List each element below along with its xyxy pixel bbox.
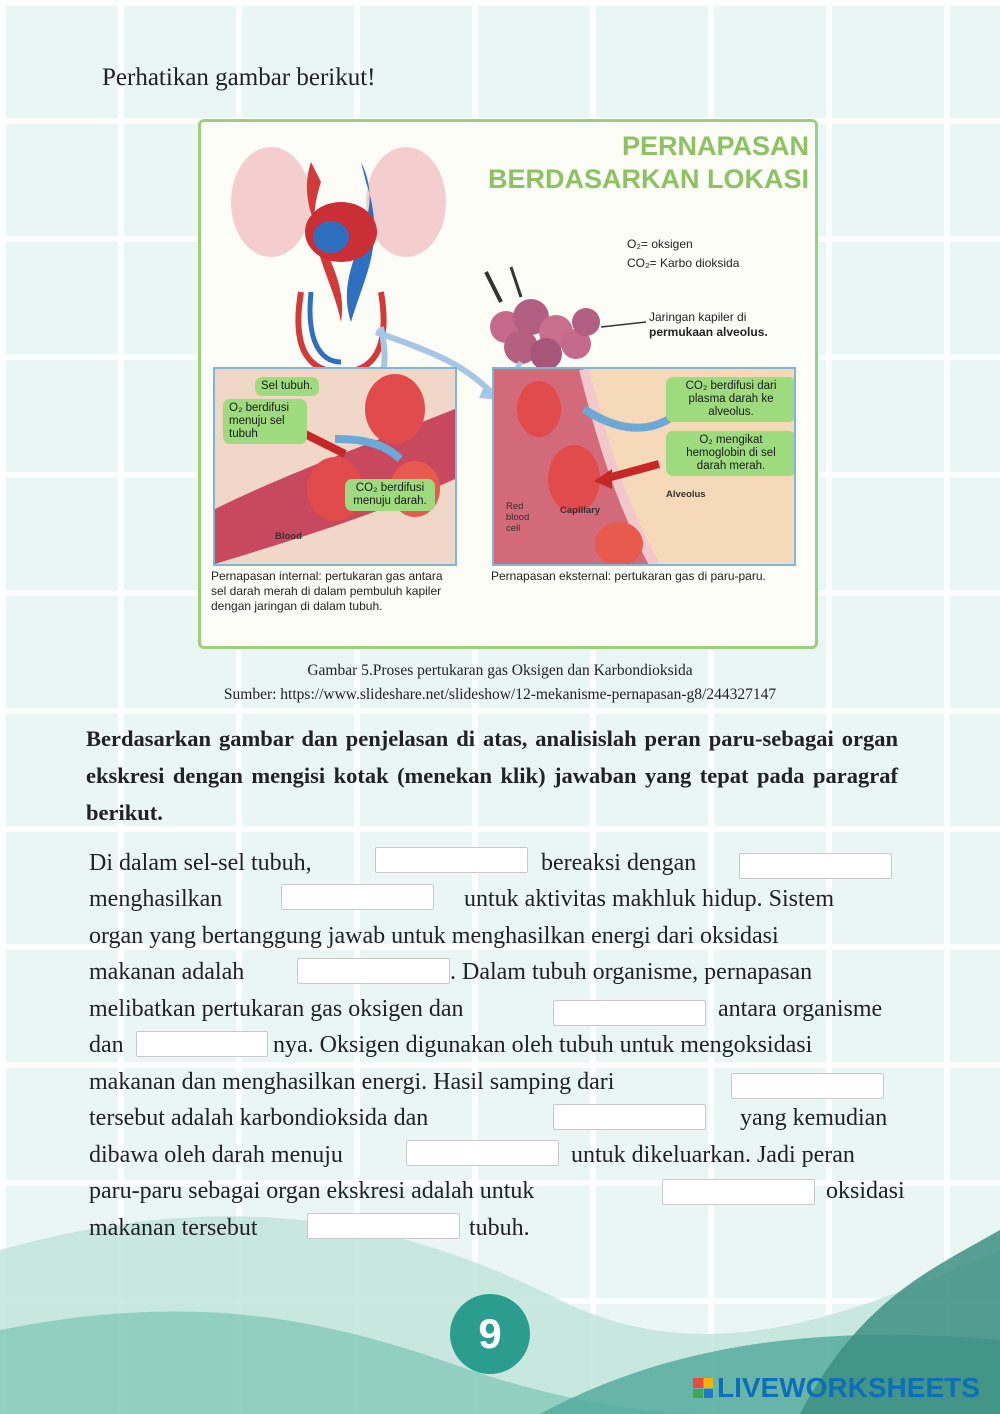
label-sel-tubuh: Sel tubuh.: [255, 377, 319, 396]
internal-respiration-caption: Pernapasan internal: pertukaran gas antara sel darah merah di dalam pembuluh kapiler dengan jaringan di dalam tubuh.: [211, 569, 443, 613]
figure-title-line2: BERDASARKAN LOKASI: [487, 164, 809, 194]
label-co2-to-alveolus: CO₂ berdifusi dari plasma darah ke alveolus.: [666, 377, 796, 422]
intro-text: Perhatikan gambar berikut!: [102, 64, 376, 91]
brand-name: LIVEWORKSHEETS: [717, 1372, 980, 1403]
page-number-badge: 9: [450, 1294, 530, 1374]
answer-blank-1[interactable]: [375, 847, 528, 873]
internal-respiration-panel: [213, 367, 457, 566]
figure-title: [488, 130, 809, 196]
paragraph-text: tersebut adalah karbondioksida dan: [89, 1105, 429, 1131]
paragraph-text: untuk aktivitas makhluk hidup. Sistem: [464, 886, 834, 912]
answer-blank-3[interactable]: [281, 884, 434, 910]
label-o2-hemoglobin: O₂ mengikat hemoglobin di sel darah merah.: [666, 431, 796, 476]
capillary-label-line1: Jaringan kapiler di: [649, 310, 747, 324]
answer-blank-10[interactable]: [662, 1179, 815, 1205]
instruction-text: Berdasarkan gambar dan penjelasan di atas, analisislah peran paru-sebagai organ ekskresi dengan mengisi kotak (menekan klik) jawaban yang tepat pada paragraf berikut.: [86, 726, 898, 825]
label-o2-to-cell: O₂ berdifusi menuju sel tubuh: [223, 399, 307, 444]
paragraph-text: makanan adalah: [89, 959, 245, 985]
paragraph-text: Di dalam sel-sel tubuh,: [89, 850, 312, 876]
paragraph-text: yang kemudian: [740, 1105, 888, 1131]
answer-blank-6[interactable]: [136, 1031, 268, 1057]
paragraph-text: menghasilkan: [89, 886, 223, 912]
paragraph-text: organ yang bertanggung jawab untuk menghasilkan energi dari oksidasi: [89, 923, 779, 949]
paragraph-text: dan: [89, 1032, 124, 1058]
liveworksheets-logo: [693, 1372, 980, 1404]
legend-carbon-dioxide: CO₂= Karbo dioksida: [627, 256, 740, 270]
label-blood: Blood: [275, 531, 302, 542]
legend-oxygen: O₂= oksigen: [627, 237, 693, 251]
answer-blank-9[interactable]: [406, 1140, 559, 1166]
label-red-blood-cell: Red blood cell: [506, 501, 530, 534]
answer-blank-5[interactable]: [553, 1000, 706, 1026]
figure-caption: Gambar 5.Proses pertukaran gas Oksigen dan Karbondioksida: [307, 662, 693, 679]
external-respiration-panel: [492, 367, 796, 566]
paragraph-text: untuk dikeluarkan. Jadi peran: [571, 1142, 855, 1168]
paragraph-text: . Dalam tubuh organisme, pernapasan: [450, 959, 813, 985]
respiration-figure: [198, 119, 818, 649]
label-capillary: Capillary: [560, 505, 601, 516]
label-co2-to-blood: CO₂ berdifusi menuju darah.: [345, 479, 435, 511]
paragraph-text: dibawa oleh darah menuju: [89, 1142, 343, 1168]
answer-blank-8[interactable]: [553, 1104, 706, 1130]
paragraph-text: nya. Oksigen digunakan oleh tubuh untuk mengoksidasi: [273, 1032, 813, 1058]
answer-blank-11[interactable]: [307, 1213, 460, 1239]
paragraph-text: melibatkan pertukaran gas oksigen dan: [89, 996, 464, 1022]
paragraph-text: paru-paru sebagai organ ekskresi adalah untuk: [89, 1178, 535, 1204]
figure-title-line1: PERNAPASAN: [621, 131, 809, 161]
external-respiration-caption: Pernapasan eksternal: pertukaran gas di paru-paru.: [491, 569, 766, 583]
figure-legend: [627, 235, 739, 273]
paragraph-text: antara organisme: [718, 996, 883, 1022]
answer-blank-4[interactable]: [297, 958, 450, 984]
paragraph-text: bereaksi dengan: [541, 850, 697, 876]
answer-blank-7[interactable]: [731, 1073, 884, 1099]
answer-blank-2[interactable]: [739, 853, 892, 879]
paragraph-text: makanan dan menghasilkan energi. Hasil samping dari: [89, 1069, 615, 1095]
paragraph-text: makanan tersebut: [89, 1215, 258, 1241]
liveworksheets-icon: [693, 1378, 713, 1398]
paragraph-text: tubuh.: [469, 1215, 530, 1241]
figure-source: Sumber: https://www.slideshare.net/slideshow/12-mekanisme-pernapasan-g8/244327147: [223, 686, 777, 703]
capillary-label: [649, 310, 799, 340]
capillary-label-line2: permukaan alveolus.: [649, 325, 768, 339]
label-alveolus: Alveolus: [666, 489, 706, 500]
paragraph-text: oksidasi: [826, 1178, 905, 1204]
